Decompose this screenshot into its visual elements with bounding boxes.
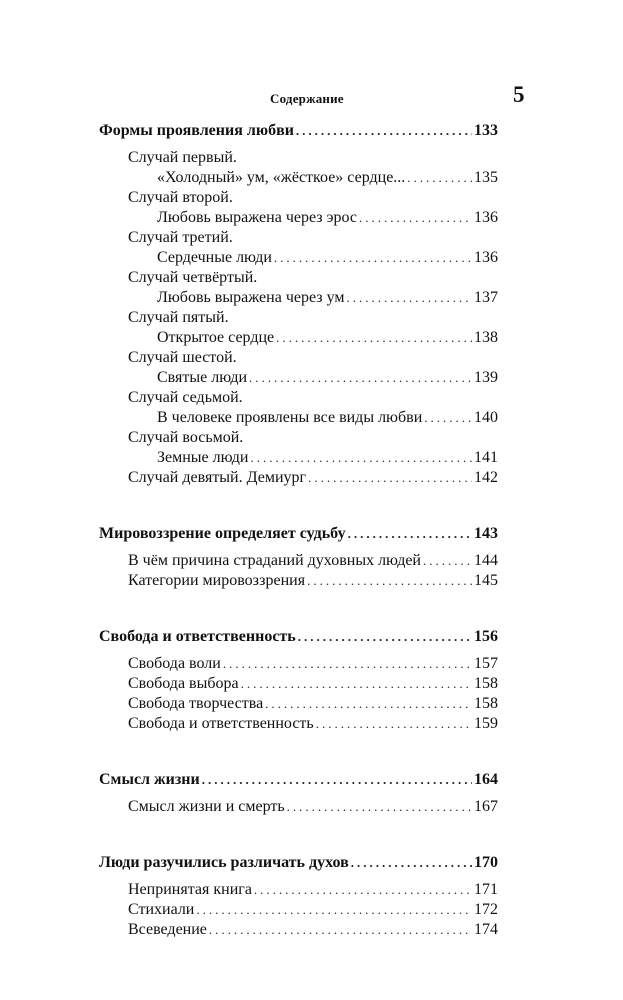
toc-entry — [99, 694, 498, 714]
toc-page-ref: 174 — [474, 921, 498, 938]
toc-section-forms-of-love — [99, 121, 498, 488]
toc-entry-title: Открытое сердце — [157, 329, 275, 346]
leader-dots — [348, 524, 472, 544]
toc-case-label: Случай второй. — [128, 189, 233, 206]
toc-entry-title: Святые люди — [157, 369, 248, 386]
toc-page-ref: 170 — [474, 854, 498, 871]
running-title: Содержание — [270, 91, 344, 106]
toc-entry-title: Смысл жизни и смерть — [128, 798, 285, 815]
toc-page-ref: 142 — [474, 469, 498, 486]
toc-page-ref: 145 — [474, 572, 498, 589]
leader-dots — [249, 368, 472, 388]
toc-entry-title: В чём причина страданий духовных людей — [128, 552, 421, 569]
toc-entry — [99, 880, 498, 900]
leader-dots — [254, 880, 472, 900]
toc-page-ref: 157 — [474, 655, 498, 672]
leader-dots — [202, 770, 472, 790]
toc-entry-title: Свобода выбора — [128, 675, 239, 692]
leader-dots — [298, 627, 472, 647]
toc-heading-title: Свобода и ответственность — [99, 628, 296, 645]
leader-dots — [423, 551, 472, 571]
leader-dots — [359, 208, 472, 228]
toc-entry — [99, 448, 498, 468]
toc-section-heading — [99, 770, 498, 790]
toc-page-ref: 140 — [474, 409, 498, 426]
leader-dots — [347, 288, 473, 308]
toc-section-discerning-spirits — [99, 853, 498, 940]
toc-page-ref: 137 — [474, 289, 498, 306]
toc-case-label: Случай первый. — [128, 149, 237, 166]
toc-entry — [99, 900, 498, 920]
toc-entry — [99, 288, 498, 308]
toc-section-heading — [99, 853, 498, 873]
toc-section-worldview — [99, 524, 498, 591]
toc-entry — [99, 654, 498, 674]
toc-entry — [99, 168, 498, 188]
toc-page-ref: 172 — [474, 901, 498, 918]
leader-dots — [351, 853, 472, 873]
toc-entry — [99, 571, 498, 591]
toc-page-ref: 156 — [474, 628, 498, 645]
toc-entry — [99, 714, 498, 734]
toc-page-ref: 158 — [474, 675, 498, 692]
leader-dots — [196, 900, 472, 920]
toc-entry-title: Случай девятый. Демиург — [128, 469, 307, 486]
toc-page-ref: 164 — [474, 771, 498, 788]
toc-entry-title: Свобода воли — [128, 655, 221, 672]
toc-case-label: Случай третий. — [128, 229, 233, 246]
toc-entry-title: «Холодный» ум, «жёсткое» сердце... — [157, 169, 406, 186]
table-of-contents — [99, 121, 498, 940]
toc-entry-title: Категории мировоззрения — [128, 572, 306, 589]
toc-page-ref: 136 — [474, 209, 498, 226]
toc-page-ref: 136 — [474, 249, 498, 266]
toc-entry-title: В человеке проявлены все виды любви — [157, 409, 423, 426]
toc-page-ref: 144 — [474, 552, 498, 569]
leader-dots — [307, 571, 472, 591]
leader-dots — [223, 654, 472, 674]
toc-section-heading — [99, 524, 498, 544]
leader-dots — [250, 448, 472, 468]
toc-case-label: Случай пятый. — [128, 309, 229, 326]
toc-entry — [99, 468, 498, 488]
toc-entry — [99, 408, 498, 428]
leader-dots — [316, 714, 472, 734]
toc-entry-title: Непринятая книга — [128, 881, 252, 898]
toc-entry — [99, 208, 498, 228]
toc-case-label: Случай восьмой. — [128, 429, 244, 446]
toc-page-ref: 141 — [474, 449, 498, 466]
toc-page-ref: 159 — [474, 715, 498, 732]
toc-entry-title: Сердечные люди — [157, 249, 272, 266]
toc-section-heading — [99, 627, 498, 647]
toc-entry — [99, 551, 498, 571]
leader-dots — [274, 248, 472, 268]
toc-case-label: Случай седьмой. — [128, 389, 243, 406]
toc-entry-title: Свобода и ответственность — [128, 715, 314, 732]
toc-entry-title: Любовь выражена через эрос — [157, 209, 357, 226]
toc-page-ref: 139 — [474, 369, 498, 386]
toc-heading-title: Формы проявления любви — [99, 122, 294, 139]
toc-entry — [99, 368, 498, 388]
toc-entry — [99, 248, 498, 268]
toc-entry-title: Любовь выражена через ум — [157, 289, 345, 306]
leader-dots — [276, 328, 472, 348]
toc-entry — [99, 797, 498, 817]
toc-page-ref: 133 — [474, 122, 498, 139]
toc-page-ref: 171 — [474, 881, 498, 898]
leader-dots — [296, 121, 472, 141]
toc-entry-title: Всеведение — [128, 921, 207, 938]
toc-page-ref: 135 — [474, 169, 498, 186]
toc-case-label: Случай шестой. — [128, 349, 237, 366]
leader-dots — [265, 694, 472, 714]
toc-heading-title: Мировоззрение определяет судьбу — [99, 525, 346, 542]
leader-dots — [287, 797, 472, 817]
toc-case-label: Случай четвёртый. — [128, 269, 258, 286]
toc-entry — [99, 328, 498, 348]
toc-page-ref: 143 — [474, 525, 498, 542]
leader-dots — [241, 674, 472, 694]
toc-entry — [99, 920, 498, 940]
leader-dots — [407, 168, 472, 188]
toc-entry-title: Стихиали — [128, 901, 195, 918]
running-head — [0, 82, 623, 112]
toc-section-meaning-of-life — [99, 770, 498, 817]
toc-section-freedom — [99, 627, 498, 734]
leader-dots — [209, 920, 472, 940]
toc-heading-title: Люди разучились различать духов — [99, 854, 349, 871]
toc-entry-title: Свобода творчества — [128, 695, 264, 712]
toc-heading-title: Смысл жизни — [99, 771, 200, 788]
leader-dots — [424, 408, 472, 428]
toc-page-ref: 167 — [474, 798, 498, 815]
toc-page-ref: 138 — [474, 329, 498, 346]
toc-entry — [99, 674, 498, 694]
toc-entry-title: Земные люди — [157, 449, 249, 466]
toc-page-ref: 158 — [474, 695, 498, 712]
page-number: 5 — [513, 82, 525, 107]
toc-section-heading — [99, 121, 498, 141]
leader-dots — [308, 468, 472, 488]
